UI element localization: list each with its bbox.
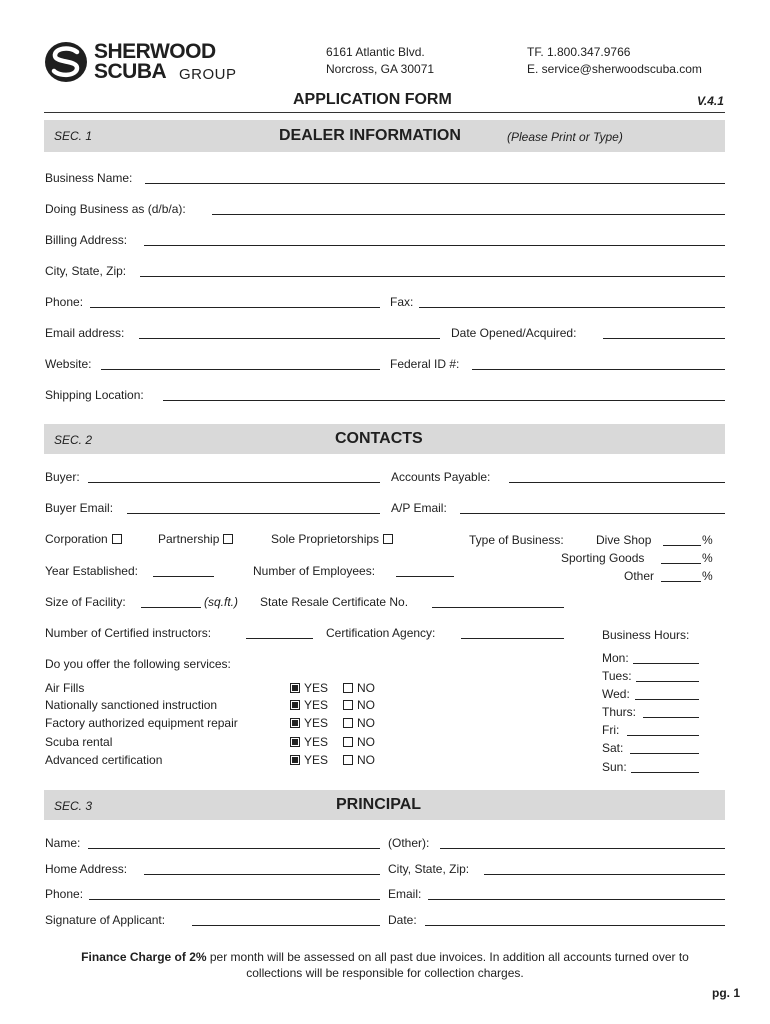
no-label: NO	[357, 716, 375, 730]
fax-field[interactable]	[419, 307, 725, 308]
finance-charge-text: per month will be assessed on all past due invoices. In addition all accounts turned over to collections will be responsible for collection charges.	[206, 950, 689, 980]
sporting-goods-label: Sporting Goods	[561, 551, 645, 565]
principal-city-field[interactable]	[484, 874, 725, 875]
form-title: APPLICATION FORM	[293, 91, 452, 108]
federal-id-label: Federal ID #:	[390, 357, 460, 371]
dive-shop-percent-field[interactable]	[663, 545, 701, 546]
year-established-field[interactable]	[153, 576, 214, 577]
business-name-field[interactable]	[145, 183, 725, 184]
yes-label: YES	[304, 753, 329, 767]
business-name-label: Business Name:	[45, 171, 133, 185]
buyer-email-label: Buyer Email:	[45, 501, 114, 515]
form-version: V.4.1	[697, 94, 724, 108]
service-no-option[interactable]	[343, 735, 375, 749]
principal-other-label: (Other):	[388, 836, 430, 850]
hours-day-label: Fri:	[602, 723, 620, 737]
buyer-field[interactable]	[88, 482, 380, 483]
section-heading: DEALER INFORMATION	[279, 127, 461, 144]
city-state-zip-field[interactable]	[140, 276, 725, 277]
principal-phone-label: Phone:	[45, 887, 84, 901]
yes-label: YES	[304, 681, 329, 695]
shipping-location-label: Shipping Location:	[45, 388, 144, 402]
hours-sunday-field[interactable]	[631, 772, 699, 773]
service-yes-option[interactable]	[290, 716, 328, 730]
section-number: SEC. 3	[54, 799, 93, 813]
yes-label: YES	[304, 735, 329, 749]
date-opened-label: Date Opened/Acquired:	[451, 326, 577, 340]
percent-sign: %	[702, 551, 713, 565]
service-label: Air Fills	[45, 681, 85, 695]
employees-label: Number of Employees:	[253, 564, 376, 578]
hours-wednesday-field[interactable]	[635, 699, 699, 700]
address-line-2: Norcross, GA 30071	[326, 62, 435, 76]
sqft-unit: (sq.ft.)	[204, 595, 239, 609]
hours-tuesday-field[interactable]	[636, 681, 699, 682]
partnership-option[interactable]	[158, 532, 233, 546]
partnership-checkbox[interactable]	[223, 534, 233, 544]
service-yes-option[interactable]	[290, 753, 328, 767]
hours-friday-field[interactable]	[627, 735, 699, 736]
no-checkbox[interactable]	[343, 718, 353, 728]
hours-thursday-field[interactable]	[643, 717, 699, 718]
certification-agency-field[interactable]	[461, 638, 564, 639]
service-label: Scuba rental	[45, 735, 113, 749]
page-number: pg. 1	[712, 986, 741, 1000]
hours-saturday-field[interactable]	[630, 753, 699, 754]
other-business-percent-field[interactable]	[661, 581, 701, 582]
phone-number: TF. 1.800.347.9766	[527, 45, 631, 59]
finance-charge-bold: Finance Charge of 2%	[81, 950, 207, 964]
email-address-field[interactable]	[139, 338, 440, 339]
finance-charge-notice	[0, 949, 770, 981]
dba-field[interactable]	[212, 214, 725, 215]
date-opened-field[interactable]	[603, 338, 725, 339]
section-heading: PRINCIPAL	[336, 796, 422, 813]
section-note: (Please Print or Type)	[507, 130, 623, 144]
accounts-payable-field[interactable]	[509, 482, 725, 483]
principal-email-label: Email:	[388, 887, 422, 901]
hours-monday-field[interactable]	[633, 663, 699, 664]
section-3-header	[44, 790, 725, 820]
service-no-option[interactable]	[343, 681, 375, 695]
service-yes-option[interactable]	[290, 681, 328, 695]
certified-instructors-field[interactable]	[246, 638, 313, 639]
certification-agency-label: Certification Agency:	[326, 626, 436, 640]
sole-proprietorship-option[interactable]	[271, 532, 393, 546]
ap-email-field[interactable]	[460, 513, 725, 514]
hours-day-label: Tues:	[602, 669, 632, 683]
size-of-facility-field[interactable]	[141, 607, 201, 608]
service-label: Advanced certification	[45, 753, 163, 767]
email-address-label: Email address:	[45, 326, 125, 340]
principal-name-field[interactable]	[88, 848, 380, 849]
no-label: NO	[357, 681, 375, 695]
resale-certificate-field[interactable]	[432, 607, 564, 608]
services-question: Do you offer the following services:	[45, 657, 231, 671]
corporation-checkbox[interactable]	[112, 534, 122, 544]
company-logo	[44, 40, 244, 84]
logo-text-group: GROUP	[179, 66, 237, 83]
principal-phone-field[interactable]	[89, 899, 380, 900]
section-2-header	[44, 424, 725, 454]
principal-city-label: City, State, Zip:	[388, 862, 470, 876]
hours-day-label: Sun:	[602, 760, 627, 774]
service-label: Factory authorized equipment repair	[45, 716, 238, 730]
buyer-email-field[interactable]	[127, 513, 380, 514]
no-label: NO	[357, 735, 375, 749]
service-no-option[interactable]	[343, 698, 375, 712]
ap-email-label: A/P Email:	[391, 501, 447, 515]
phone-label: Phone:	[45, 295, 84, 309]
corporation-label: Corporation	[45, 532, 108, 546]
signature-date-label: Date:	[388, 913, 417, 927]
federal-id-field[interactable]	[472, 369, 725, 370]
address-line-1: 6161 Atlantic Blvd.	[326, 45, 425, 59]
accounts-payable-label: Accounts Payable:	[391, 470, 491, 484]
section-heading: CONTACTS	[335, 430, 423, 447]
size-of-facility-label: Size of Facility:	[45, 595, 126, 609]
service-yes-option[interactable]	[290, 698, 328, 712]
signature-date-field[interactable]	[425, 925, 725, 926]
yes-checkbox-checked[interactable]	[290, 755, 300, 765]
certified-instructors-label: Number of Certified instructors:	[45, 626, 212, 640]
buyer-label: Buyer:	[45, 470, 80, 484]
partnership-label: Partnership	[158, 532, 220, 546]
sherwood-s-logo-icon	[44, 40, 88, 84]
yes-checkbox-checked[interactable]	[290, 700, 300, 710]
title-divider	[44, 112, 725, 113]
no-checkbox[interactable]	[343, 755, 353, 765]
hours-day-label: Mon:	[602, 651, 629, 665]
city-state-zip-label: City, State, Zip:	[45, 264, 127, 278]
corporation-option[interactable]	[45, 532, 122, 546]
year-established-label: Year Established:	[45, 564, 138, 578]
billing-address-label: Billing Address:	[45, 233, 128, 247]
contact-email: E. service@sherwoodscuba.com	[527, 62, 702, 76]
home-address-field[interactable]	[144, 874, 380, 875]
resale-certificate-label: State Resale Certificate No.	[260, 595, 409, 609]
type-of-business-label: Type of Business:	[469, 533, 564, 547]
yes-checkbox-checked[interactable]	[290, 718, 300, 728]
no-checkbox[interactable]	[343, 737, 353, 747]
business-hours-label: Business Hours:	[602, 628, 690, 642]
no-label: NO	[357, 753, 375, 767]
signature-label: Signature of Applicant:	[45, 913, 166, 927]
principal-email-field[interactable]	[428, 899, 725, 900]
section-number: SEC. 2	[54, 433, 93, 447]
other-business-label: Other	[624, 569, 655, 583]
logo-text-sherwood: SHERWOOD	[94, 40, 216, 63]
yes-label: YES	[304, 716, 329, 730]
hours-day-label: Sat:	[602, 741, 624, 755]
employees-field[interactable]	[396, 576, 454, 577]
percent-sign: %	[702, 569, 713, 583]
logo-text-scuba: SCUBA	[94, 60, 167, 83]
dive-shop-label: Dive Shop	[596, 533, 652, 547]
section-number: SEC. 1	[54, 129, 93, 143]
service-label: Nationally sanctioned instruction	[45, 698, 218, 712]
website-label: Website:	[45, 357, 92, 371]
yes-checkbox-checked[interactable]	[290, 683, 300, 693]
home-address-label: Home Address:	[45, 862, 128, 876]
website-field[interactable]	[101, 369, 380, 370]
no-checkbox[interactable]	[343, 683, 353, 693]
no-checkbox[interactable]	[343, 700, 353, 710]
no-label: NO	[357, 698, 375, 712]
service-no-option[interactable]	[343, 753, 375, 767]
fax-label: Fax:	[390, 295, 414, 309]
principal-other-field[interactable]	[440, 848, 725, 849]
sole-proprietorship-label: Sole Proprietorships	[271, 532, 380, 546]
yes-label: YES	[304, 698, 329, 712]
sporting-goods-percent-field[interactable]	[661, 563, 701, 564]
service-no-option[interactable]	[343, 716, 375, 730]
dba-label: Doing Business as (d/b/a):	[45, 202, 186, 216]
yes-checkbox-checked[interactable]	[290, 737, 300, 747]
sole-proprietorship-checkbox[interactable]	[383, 534, 393, 544]
hours-day-label: Thurs:	[602, 705, 637, 719]
percent-sign: %	[702, 533, 713, 547]
principal-name-label: Name:	[45, 836, 81, 850]
signature-field[interactable]	[192, 925, 380, 926]
billing-address-field[interactable]	[144, 245, 725, 246]
section-1-header	[44, 120, 725, 152]
service-yes-option[interactable]	[290, 735, 328, 749]
shipping-location-field[interactable]	[163, 400, 725, 401]
hours-day-label: Wed:	[602, 687, 630, 701]
phone-field[interactable]	[90, 307, 380, 308]
